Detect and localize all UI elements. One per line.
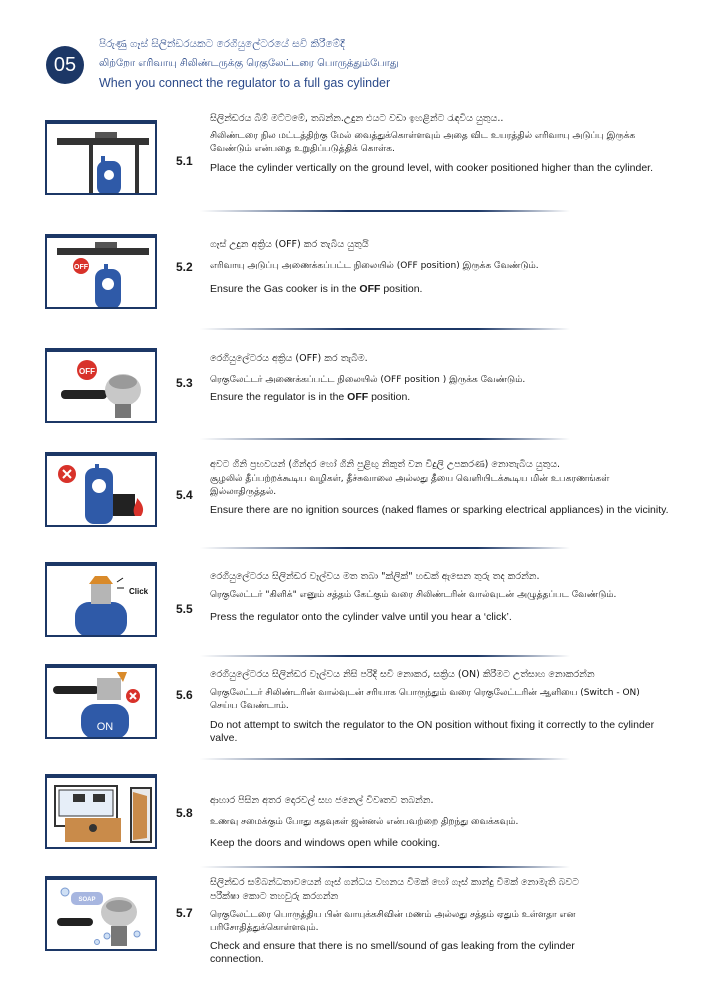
step-illustration (45, 234, 157, 309)
step-number: 5.1 (176, 154, 193, 168)
step-number: 5.7 (176, 906, 193, 920)
page-header (0, 0, 715, 100)
step-illustration (45, 876, 157, 951)
section-number-badge: 05 (46, 46, 84, 84)
step-text-tamil: சிலிண்டரை நில மட்டத்திற்கு மேல் வைத்துக்கொள்ளவும் அதை விட உயரத்தில் எரிவாயு அடுப்பு இருக்க வேண்டும் என்பதை உறுதிப்படுத்திக் கொள்க. (210, 131, 636, 154)
step-text-english: Place the cylinder vertically on the ground level, with cooker positioned higher than the cylinder. (210, 162, 654, 174)
step-text-english (210, 283, 670, 296)
svg-text:OFF: OFF (74, 264, 88, 271)
header-title-english: When you connect the regulator to a full gas cylinder (99, 76, 391, 90)
leak-check-icon (47, 876, 157, 951)
divider (200, 866, 570, 868)
step-text-sinhala: සිලින්ඩරය බිම් මට්ටමේ, තබන්න.උදුන එයට වඩා ඉහළින්ට රැඳවිය යුතුය.. (210, 113, 504, 124)
text-segment: position. (368, 391, 411, 403)
step-text-tamil: எரிவாயு அடுப்பு அணைக்கப்பட்ட நிலையில் (OFF position) இருக்க வேண்டும். (210, 261, 539, 271)
step-number: 5.4 (176, 488, 193, 502)
step-number: 5.3 (176, 376, 193, 390)
step-illustration (45, 348, 157, 423)
no-ignition-icon (47, 452, 157, 527)
step-text (210, 352, 670, 404)
step-text-english: Press the regulator onto the cylinder valve until you hear a ‘click’. (210, 611, 512, 623)
divider (200, 210, 570, 212)
step-text-sinhala: සිලින්ඩර සම්බන්ධතාවයෙන් ගෑස් ගන්ධය වහනය වීමක් හෝ ගෑස් කාන්දු වීමක් නොමැති බවට පරීක්ෂා කොට තහවුරු කරගන්න (210, 877, 580, 902)
regulator-click-icon (47, 562, 157, 637)
step-text-english: Keep the doors and windows open while cooking. (210, 837, 440, 849)
divider (200, 655, 570, 657)
step-text-english (210, 391, 670, 404)
step-illustration (45, 562, 157, 637)
step-text-english: Check and ensure that there is no smell/sound of gas leaking from the cylinder connection. (210, 940, 575, 965)
click-label: Click (129, 587, 149, 596)
step-number: 5.5 (176, 602, 193, 616)
step-text (210, 876, 670, 966)
header-title-sinhala: පිරුණු ගෑස් සිලින්ඩරයකට රෙගියුලේටරයේ සවි කිරීමේදී (99, 38, 345, 50)
step-text-tamil: உணவு சமைக்கும் போது கதவுகள் ஜன்னல் என்பவற்றை திறந்து வைக்கவும். (210, 817, 519, 827)
divider (200, 547, 570, 549)
step-text (210, 570, 670, 624)
cooker-off-icon (47, 234, 157, 309)
soap-label: SOAP (78, 897, 96, 903)
step-number: 5.6 (176, 688, 193, 702)
divider (200, 758, 570, 760)
text-emphasis: OFF (359, 283, 381, 295)
step-text-sinhala: රෙගියුලේටරය සිලින්ඩර වෑල්වය මත තබා "ක්ලික්" හඬක් ඇසෙන තුරු තද කරන්න. (210, 571, 540, 582)
step-text (210, 794, 670, 850)
step-illustration (45, 664, 157, 739)
text-segment: Ensure the Gas cooker is in the (210, 283, 360, 295)
cylinder-below-cooker-icon (47, 120, 157, 195)
text-segment: Ensure the regulator is in the (210, 391, 348, 403)
text-emphasis: OFF (347, 391, 369, 403)
header-title-tamil: லிற்றோ எரிவாயு சிலிண்டருக்கு ரெகுலேட்டரை பொருத்தும்போது (99, 58, 399, 69)
step-text-tamil: ரெகுலேட்டர் "கிளிக்" எனும் சத்தம் கேட்கும் வரை சிலிண்டரின் வால்வுடன் அழுத்தப்பட வேண்டும். (210, 590, 617, 600)
off-badge-text: OFF (79, 367, 95, 376)
step-illustration (45, 120, 157, 195)
step-text-sinhala: ගෑස් උදුන අක්‍රිය (OFF) කර තැබිය යුතුයි (210, 239, 369, 250)
step-text-sinhala: රෙගියුලේටරය අක්‍රිය (OFF) කර තැබීම. (210, 353, 368, 364)
text-segment: position. (380, 283, 423, 295)
regulator-on-warning-icon (47, 664, 157, 739)
divider (200, 328, 570, 330)
open-window-door-icon (47, 774, 157, 849)
on-label: ON (96, 721, 114, 733)
step-text (210, 112, 670, 175)
step-text-tamil: ரெகுலேட்டர் சிலிண்டரின் வால்வுடன் சரியாக பொருந்தும் வரை ரெகுலேட்டரின் ஆளியை (Switch - ON) செய்ய வேண்டாம். (210, 688, 640, 711)
step-number: 5.8 (176, 806, 193, 820)
step-number: 5.2 (176, 260, 193, 274)
regulator-off-icon (47, 348, 157, 423)
step-text (210, 238, 670, 296)
step-text (210, 668, 670, 745)
step-text-tamil: ரெகுலேட்டர் அணைக்கப்பட்ட நிலையில் (OFF position ) இருக்க வேண்டும். (210, 375, 526, 385)
step-text-tamil: சூழலில் தீப்பற்றக்கூடிய வழிகள், தீச்சுவாலை அல்லது தீயை வெளியிடக்கூடிய மின் உபகரணங்கள் இல்லாதிருத்தல். (210, 474, 610, 497)
step-text-english: Do not attempt to switch the regulator to the ON position without fixing it correctly to the cylinder valve. (210, 719, 655, 744)
step-text-sinhala: ආහාර පිසින අතර දොරවල් සහ ජනෙල් විවෘතව තබන්න. (210, 795, 434, 806)
step-text-sinhala: රෙගියුලේටරය සිලින්ඩර වෑල්වය නිසි පරිදි සවි නොකර, සක්‍රිය (ON) කිරීමට උත්සාහ නොකරන්න (210, 669, 595, 680)
step-illustration (45, 452, 157, 527)
step-text-sinhala: අවට ගිනි ප්‍රභවයන් (ගින්දර හෝ ගිනි පුළිඟු නිකුත් වන විදුලි උපකරණ) නොතැබිය යුතුය. (210, 459, 561, 470)
step-illustration (45, 774, 157, 849)
step-text-english: Ensure there are no ignition sources (naked flames or sparking electrical appliances) in the vicinity. (210, 504, 669, 516)
step-text (210, 458, 670, 517)
divider (200, 438, 570, 440)
step-text-tamil: ரெகுலேட்டரை பொருத்திய பின் வாயுக்கசிவின் மணம் அல்லது சத்தம் ஏதும் உள்ளதா என பரிசோதித்துக்கொள்ளவும். (210, 910, 576, 933)
